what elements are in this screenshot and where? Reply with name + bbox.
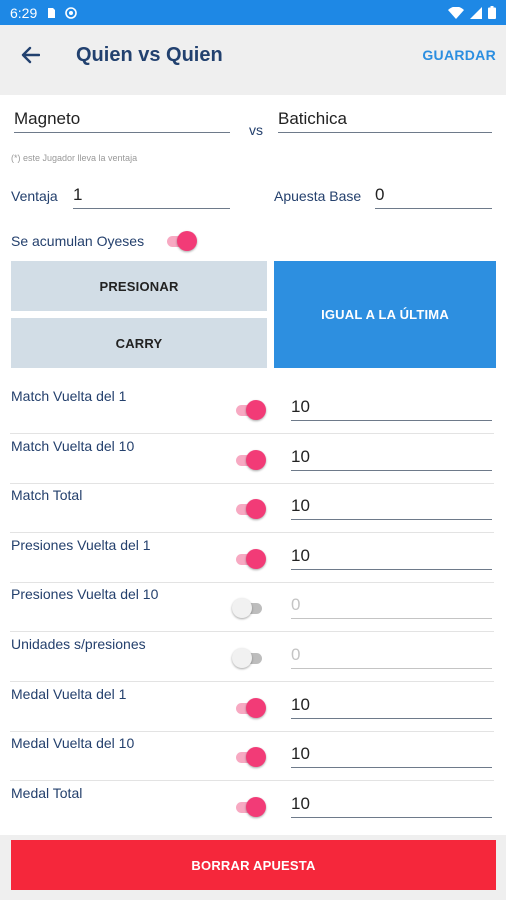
accumulate-label: Se acumulan Oyeses — [11, 233, 145, 249]
bet-toggle[interactable] — [232, 547, 266, 571]
bet-toggle[interactable] — [232, 646, 266, 670]
bet-label: Match Vuelta del 1 — [11, 388, 127, 404]
advantage-note: (*) este Jugador lleva la ventaja — [11, 153, 138, 163]
same-as-last-button[interactable]: IGUAL A LA ÚLTIMA — [274, 261, 496, 368]
bet-amount-input[interactable]: 10 — [291, 397, 492, 421]
bet-amount-input[interactable]: 0 — [291, 645, 492, 669]
bet-amount-input[interactable]: 10 — [291, 794, 492, 818]
bet-label: Medal Vuelta del 1 — [11, 685, 127, 702]
bet-toggle[interactable] — [232, 795, 266, 819]
row-divider — [10, 582, 494, 583]
app-bar — [0, 25, 506, 85]
vs-label: vs — [249, 122, 263, 138]
player2-input[interactable]: Batichica — [278, 109, 492, 133]
bet-amount-input[interactable]: 10 — [291, 496, 492, 520]
battery-icon — [488, 6, 496, 19]
player1-input[interactable]: Magneto — [14, 109, 230, 133]
bet-label: Presiones Vuelta del 1 — [11, 536, 151, 553]
bet-label: Medal Vuelta del 10 — [11, 735, 135, 752]
bet-amount-input[interactable]: 10 — [291, 744, 492, 768]
sd-card-icon — [45, 7, 57, 19]
base-bet-input[interactable]: 0 — [375, 185, 492, 209]
row-divider — [10, 631, 494, 632]
bet-label: Presiones Vuelta del 10 — [11, 586, 159, 603]
bet-toggle[interactable] — [232, 596, 266, 620]
row-divider — [10, 780, 494, 781]
bet-toggle[interactable] — [232, 448, 266, 472]
bet-amount-input[interactable]: 10 — [291, 695, 492, 719]
page-title: Quien vs Quien — [76, 43, 223, 66]
at-icon — [65, 7, 77, 19]
bet-toggle[interactable] — [232, 745, 266, 769]
bet-form — [0, 95, 506, 835]
advantage-input[interactable]: 1 — [73, 185, 230, 209]
bet-label: Unidades s/presiones — [11, 636, 146, 652]
base-bet-label: Apuesta Base — [274, 188, 362, 204]
advantage-label: Ventaja — [11, 188, 58, 204]
row-divider — [10, 532, 494, 533]
bet-amount-input[interactable]: 10 — [291, 546, 492, 570]
bet-toggle[interactable] — [232, 696, 266, 720]
bet-toggle[interactable] — [232, 497, 266, 521]
bet-amount-input[interactable]: 10 — [291, 447, 492, 471]
bet-label: Match Vuelta del 10 — [11, 437, 135, 454]
delete-bet-button[interactable]: BORRAR APUESTA — [11, 840, 496, 890]
signal-icon — [470, 7, 482, 19]
save-button[interactable]: GUARDAR — [422, 47, 496, 63]
bet-toggle[interactable] — [232, 398, 266, 422]
row-divider — [10, 731, 494, 732]
status-bar — [0, 0, 506, 25]
row-divider — [10, 483, 494, 484]
carry-button[interactable]: CARRY — [11, 318, 267, 368]
back-button[interactable] — [0, 25, 60, 85]
accumulate-toggle[interactable] — [163, 229, 197, 253]
press-button[interactable]: PRESIONAR — [11, 261, 267, 311]
bet-label: Match Total — [11, 487, 83, 504]
status-time: 6:29 — [10, 4, 38, 21]
row-divider — [10, 433, 494, 434]
bet-label: Medal Total — [11, 784, 83, 801]
wifi-icon — [448, 7, 464, 19]
arrow-back-icon — [20, 46, 40, 64]
row-divider — [10, 681, 494, 682]
bet-amount-input[interactable]: 0 — [291, 595, 492, 619]
